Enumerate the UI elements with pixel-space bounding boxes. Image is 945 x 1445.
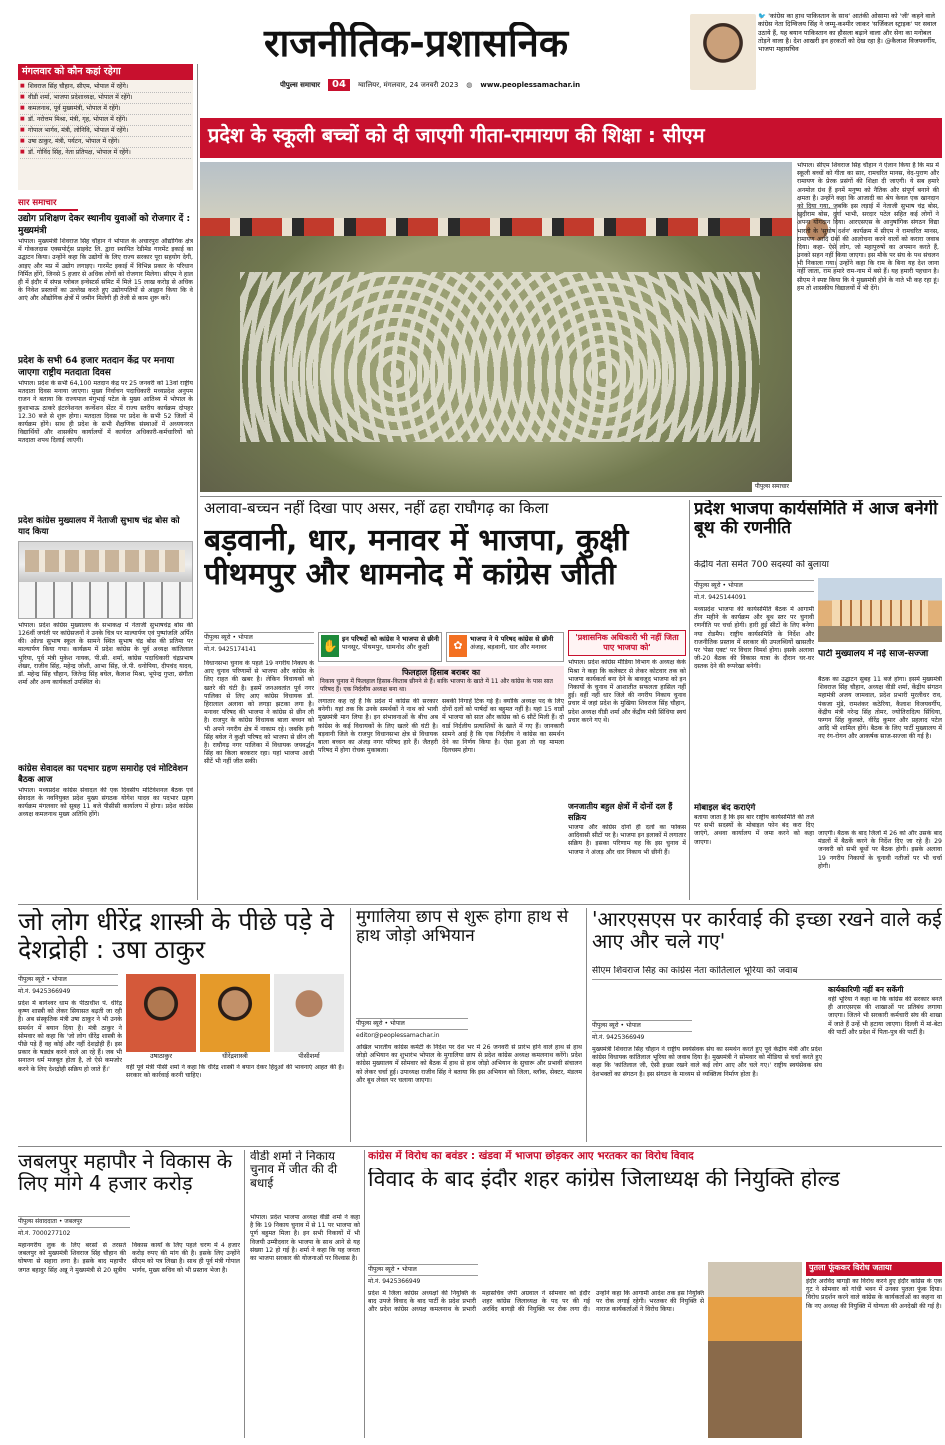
rss-byline bbox=[592, 1018, 692, 1044]
usha-text-2: वहीं पूर्व मंत्री पीसी शर्मा ने कहा कि धीरेंद्र शास्त्री ने बयान देकर हिंदुओं की भावनाएं आहत की हैं। सरकार को कार्रवाई करनी चाहिए। bbox=[126, 1064, 344, 1080]
email-link[interactable]: editor@peoplessamachar.in bbox=[356, 1031, 440, 1039]
election-byline bbox=[204, 630, 314, 654]
election-kicker: अलावा-बच्चन नहीं दिखा पाए असर, नहीं ढहा राघौगढ़ का किला bbox=[204, 500, 549, 517]
lead-text: भोपाल। सीएम शिवराज सिंह चौहान ने ऐलान किया है कि मप्र में स्कूली बच्चों को गीता का सार, रामचरित मानस, वेद-पुराण और रामायण के प्रेरक प्रसंगों की शिक्षा दी जाएगी। ये सब हमारे अनमोल ग्रंथ हैं इनमें मनुष्य को नैतिक और संपूर्ण बनाने की क्षमता है। उन्होंने कहा कि आजादी का श्रेय केवल एक खानदान को दिया गया, जबकि इस लड़ाई में नेताजी सुभाष चंद्र बोस, खुदीराम बोस, दुर्गा भाभी, सरदार पटेल सहित कई लोगों ने अपना योगदान दिया। आरएसएस के आनुषांगिक संगठन विद्या भारती के 'सुघोष दर्शन' कार्यक्रम में सीएम ने रामचरित मानस, रामायण आदि ग्रंथों की आलोचना करने वालों को करारा जवाब दिया। कहा- ऐसे लोग, जो महापुरुषों का अपमान करते हैं, उनको सहन नहीं किया जाएगा। इस मौके पर संघ के पथ संचलन भी निकाला गया। उन्होंने कहा कि राम के बिना यह देश जाना नहीं जाता, राम हमारे राम-नाम में बसे हैं। यह हमारी पहचान है। सीएम ने स्पष्ट किया कि ये मुख्यमंत्री होने के नाते भी कह रहा हूं। हम तो शासकीय विद्यालयों में भी देंगे। bbox=[797, 162, 939, 292]
bjp-headline: प्रदेश भाजपा कार्यसमिति में आज बनेगी बूथ की रणनीति bbox=[694, 500, 938, 539]
byline: पीपुल्स संवाददाता • जबलपुर bbox=[18, 1216, 130, 1228]
dateline-bar bbox=[280, 78, 670, 92]
byline: पीपुल्स ब्यूरो • भोपाल bbox=[694, 580, 814, 592]
caption-pc-sharma: पीसीशर्मा bbox=[298, 1052, 320, 1060]
mobile-number: मो.नं. 9425366949 bbox=[368, 1277, 421, 1285]
officer-subhead: जनजातीय बहुल क्षेत्रों में दोनों दल हैं सक्रिय bbox=[568, 802, 673, 822]
rss-headline: 'आरएसएस पर कार्रवाई की इच्छा रखने वाले कई आए और चले गए' bbox=[592, 908, 942, 954]
bjp-office-photo bbox=[818, 578, 942, 642]
brief-title-3: प्रदेश कांग्रेस मुख्यालय में नेताजी सुभाष चंद्र बोस को याद किया bbox=[18, 516, 180, 537]
usha-text: प्रदेश में बागेश्वर धाम के पीठाधीश पं. धीरेंद्र कृष्ण शास्त्री को लेकर सियासत बढ़ती जा रही है। अब संस्कृतिक मंत्री उषा ठाकुर ने भी उनके समर्थन में बयान दिया है। मंत्री ठाकुर ने सोमवार को कहा कि 'जो लोग धीरेंद्र शास्त्री के पीछे पड़े हैं वह कोई और नहीं देशद्रोही हैं। इस प्रकार के षड्यंत्र करने वाले आ रहे हैं। जब भी सनातन धर्म मजबूत होता है, तो ऐसे कमजोर करने के लिए देशद्रोही सक्रिय हो जाते हैं।' bbox=[18, 1000, 122, 1073]
list-item: ■ शिवराज सिंह चौहान, सीएम, भोपाल में रहेंगे। bbox=[20, 82, 191, 93]
effigy-photo bbox=[708, 1262, 802, 1438]
indore-byline bbox=[368, 1262, 478, 1288]
office-text: बैठक का उद्घाटन सुबह 11 बजे होगा। इसमें मुख्यमंत्री शिवराज सिंह चौहान, अध्यक्ष वीडी शर्मा, केंद्रीय संगठन महामंत्री अजय जामवाल, प्रदेश प्रभारी मुरलीधर राव, पंकजा मुंडे, रामशंकर कठेरिया, कैलाश विजयवर्गीय, केंद्रीय मंत्री नरेन्द्र सिंह तोमर, ज्योतिरादित्य सिंधिया, फग्गन सिंह कुलस्ते, वीरेंद्र कुमार और प्रहलाद पटेल आदि भी शामिल होंगे। बैठक के लिए पार्टी मुख्यालय में नए रंग-रोगन और आकर्षक साज-सज्जा की गई है। bbox=[818, 676, 942, 741]
bjp-lotus-icon: ✿ bbox=[449, 635, 467, 657]
effigy-box-text: इंदौर अरविंद बागड़ी का विरोध करने हुए इंदौर कांग्रेस के एक गुट ने सोमवार को गांधी भवन में उनका पुतला फूंक दिया। विरोध प्रदर्शन करने वाले कांग्रेस के कार्यकर्ताओं का कहना था कि नए अध्यक्ष की नियुक्ति में योग्यता की अनदेखी की गई है। bbox=[806, 1278, 942, 1310]
byline: पीपुल्स ब्यूरो • भोपाल bbox=[356, 1018, 468, 1030]
box-title: भाजपा ने ये परिषद कांग्रेस से छीनी bbox=[470, 635, 554, 643]
election-headline: बड़वानी, धार, मनावर में भाजपा, कुक्षी पीथमपुर और धामनोद में कांग्रेस जीती bbox=[204, 524, 629, 592]
caption-dhirendra: धीरेंद्रशास्त्री bbox=[222, 1052, 248, 1060]
election-col-3: सबकी निगाहें टिक गई हैं। क्योंकि अध्यक्ष पद के लिए दोनों दलों को पार्षदों का बहुमत नहीं है। यहां 15 वार्डों में भाजपा को सात और कांग्रेस को 6 सीटें मिली हैं। दो वार्ड निर्दलीय प्रत्याशियों के खाते में गए हैं। जानकारी सामने आई है कि एक निर्दलीय ने कांग्रेस का समर्थन देने का निर्णय किया है। ऐसा हुआ तो यह मामला दिलचस्प होगा। bbox=[442, 698, 564, 755]
paper-name: पीपुल्स समाचार bbox=[280, 80, 321, 89]
effigy-box bbox=[708, 1262, 942, 1438]
twitter-icon: 🐦 bbox=[758, 12, 769, 20]
rss-deck: सीएम शिवराज सिंह का कांग्रेस नेता कांतिलाल भूरिया को जवाब bbox=[592, 966, 942, 980]
usha-headline: जो लोग धीरेंद्र शास्त्री के पीछे पड़े वे देशद्रोही : उषा ठाकुर bbox=[18, 908, 334, 964]
dateline: ग्वालियर, मंगलवार, 24 जनवरी 2023 bbox=[357, 80, 459, 89]
subhead: फिलहाल हिसाब बराबर का bbox=[401, 668, 481, 677]
box-bjp-won bbox=[446, 632, 564, 662]
page-number: 04 bbox=[328, 79, 350, 92]
left-column bbox=[18, 64, 193, 900]
byline: पीपुल्स ब्यूरो • भोपाल bbox=[592, 1020, 692, 1032]
brief-text-4: भोपाल। मध्यप्रदेश कांग्रेस सेवादल की एक दिवसीय मोटिवेशनल बैठक एवं सेवादल के नवनियुक्त प्रदेश मुख्य संगठक योगेश यादव का पदभार ग्रहण कार्यक्रम मंगलवार को सुबह 11 बजे पीसीसी कार्यालय में होगा। प्रदेश कांग्रेस अध्यक्ष कमलनाथ मुख्य अतिथि होंगे। bbox=[18, 786, 193, 819]
usha-photo-2 bbox=[200, 974, 270, 1052]
usha-byline bbox=[18, 972, 118, 998]
indore-text: प्रदेश में जिला कांग्रेस अध्यक्षों की नियुक्ति के बाद उपजे विवाद के बाद पार्टी के प्रदेश प्रभारी और प्रदेश कांग्रेस अध्यक्ष कमलनाथ के प्रभारी महासचिव जेपी अग्रवाल ने सोमवार को इंदौर शहर कांग्रेस जिलाध्यक्ष के पद पर की गई अरविंद बागड़ी की नियुक्ति पर रोक लगा दी। उन्होंने कहा कि आगामी आदेश तक इस नियुक्ति पर रोक लगाई रहेगी। भरतकर की नियुक्ति से नाराज कार्यकर्ताओं ने विरोध किया। bbox=[368, 1290, 704, 1314]
caption-usha: उषाठाकुर bbox=[149, 1052, 173, 1060]
brief-title-4: कांग्रेस सेवादल का पदभार ग्रहण समारोह एवं मोटिवेशन बैठक आज bbox=[18, 763, 188, 785]
officer-title: 'प्रशासनिक अधिकारी भी नहीं जिता पाए भाजपा को' bbox=[568, 630, 686, 656]
brief-title-1: उद्योग प्रशिक्षण देकर स्थानीय युवाओं को रोजगार दें : मुख्यमंत्री bbox=[18, 214, 191, 236]
list-item: ■ वीडी शर्मा, भाजपा प्रदेशाध्यक्ष, भोपाल में रहेंगे। bbox=[20, 93, 191, 104]
usha-photo-1 bbox=[126, 974, 196, 1052]
bjp-sub-text: बताया जाता है कि इस बार राष्ट्रीय कार्यसमिति की तर्ज पर सभी सदस्यों के मोबाइल फोन बंद करा दिए जाएंगे, अथवा कार्यालय में जमा करने को कहा जाएगा। bbox=[694, 814, 814, 846]
portrait-kailash bbox=[690, 14, 756, 90]
brief-text-1: भोपाल। मुख्यमंत्री शिवराज सिंह चौहान ने भोपाल के अचारपुरा औद्योगिक क्षेत्र में गोकलदास एक्सपोर्ट्स प्राइवेट लि. द्वारा स्थापित रेडीमेड गारमेंट इकाई का उद्घाटन किया। उन्होंने कहा कि उद्योगों के लिए राज्य सरकार पूरा सहयोग देगी, आइए और मप्र में उद्योग लगाइए। गारमेंट इकाई में विभिन्न प्रकार के परिधान निर्मित होंगे, जिनसे 5 हजार से अधिक लोगों को रोजगार मिलेगा। सीएम ने हाल ही में इंदौर में संपन्न ग्लोबल इन्वेस्टर्स समिट में मिले 15 लाख करोड़ से अधिक के निवेश प्रस्तावों का उल्लेख करते हुए उद्योगपतियों से आह्वान किया कि वे आएं और औद्योगिक क्षेत्रों में जमीन मिलेगी ही तेजी से काम शुरू करें। bbox=[18, 238, 193, 303]
brief-text-3: भोपाल। प्रदेश कांग्रेस मुख्यालय के सभाकक्ष में नेताजी सुभाषचंद्र बोस की 126वीं जयंती पर कांग्रेसजनों ने उनके चित्र पर माल्यार्पण एवं पुष्पांजलि अर्पित की। ओल्ड सुभाष स्कूल के सामने स्थित सुभाष चंद्र बोस की प्रतिमा पर माल्यार्पण किया गया। कार्यक्रम में प्रदेश कांग्रेस के पूर्व अध्यक्ष कांतिलाल भूरिया, पूर्व मंत्री मुकेश नायक, पी.सी. शर्मा, कांग्रेस पदाधिकारी चंद्रप्रभाष शेखर, राजीव सिंह, महेन्द्र जोशी, आभा सिंह, जे.पी. धनोपिया, दीपचंद यादव, डॉ. महेन्द्र सिंह चौहान, जितेन्द्र सिंह बघेल, कैलाश मिश्रा, भूपेन्द्र गुप्ता, संगीता शर्मा और अन्य कार्यकर्ता उपस्थित थे। bbox=[18, 621, 193, 687]
usha-photo-3 bbox=[274, 974, 344, 1052]
byline: पीपुल्स ब्यूरो • भोपाल bbox=[18, 974, 118, 986]
box-title: इन परिषदों को कांग्रेस ने भाजपा से छीनी bbox=[342, 635, 439, 643]
quote-box bbox=[758, 12, 942, 92]
rss-side-text: वहीं भूरिया ने कहा था कि कांग्रेस की सरकार बनते ही आरएसएस की शाखाओं पर प्रतिबंध लगाया जाएगा। जितने भी सरकारी कर्मचारी संघ की शाखा में जाते हैं उन्हें भी हटाया जाएगा। दिल्ली में मां-बेटा की पार्टी और प्रदेश में पिता-पुत्र की पार्टी है। bbox=[828, 996, 942, 1036]
indore-kicker: कांग्रेस में विरोध का बवंडर : खंडवा में भाजपा छोड़कर आए भरतकर का विरोध विवाद bbox=[368, 1150, 694, 1162]
saar-header: सार समाचार bbox=[18, 198, 78, 211]
election-col-2: लगातार कह रहे हैं कि प्रदेश में कांग्रेस की सरकार बनेगी। यहां तक कि उनके समर्थकों ने नाथ को भावी मुख्यमंत्री मान लिया है। इन संभावनाओं के बीच अब कांग्रेस के कई विधायकों के लिए खतरे की घंटी है। बड़वानी जिले के राजपुर विधानसभा क्षेत्र से विधायक बाला बच्चन का अंजड़ नगर परिषद हारे हैं। जैतहरी परिषद में होगा रोचक मुकाबला। bbox=[318, 698, 438, 755]
mobile-number: मो.नं. 9425174141 bbox=[204, 645, 257, 653]
office-title: पार्टी मुख्यालय में नई साज-सज्जा bbox=[818, 649, 929, 659]
bjp-subhead: मोबाइल बंद कराएंगे bbox=[694, 803, 756, 813]
officer-text: भोपाल। प्रदेश कांग्रेस मीडिया विभाग के अध्यक्ष केके मिश्रा ने कहा कि कलेक्टर से लेकर कोटवार तक को भाजपा कार्यकर्ता बना देने के बावजूद भाजपा को इन निकायों के चुनाव में आशातीत सफलता हासिल नहीं हुई। वहीं नहीं धार जिले की नगरीय निकाय चुनाव प्रचार में जहां प्रदेश के मुखिया शिवराज सिंह चौहान, प्रदेश अध्यक्ष वीडी शर्मा और केंद्रीय मंत्री सिंधिया स्वयं प्रचार करने गए थे। bbox=[568, 659, 686, 724]
list-item: ■ डॉ. नरोत्तम मिश्रा, मंत्री, गृह, भोपाल में रहेंगे। bbox=[20, 115, 191, 126]
jabalpur-text: महानगरीय लुक के लिए बरसों से तरसते जबलपुर को मुख्यमंत्री शिवराज सिंह चौहान की घोषणा से सहारा लगा है। इसके बाद महापौर जगत बहादुर सिंह अन्नू ने मुख्यमंत्री से 20 सूत्रीय विकास कार्यों के लिए पहले चरण में 4 हजार करोड़ रुपए की मांग की है। इसके लिए उन्होंने सीएम को पत्र लिखा है। साथ ही पूर्व मंत्री गोपाल भार्गव, मुख्य सचिव को भी प्रस्ताव भेजा है। bbox=[18, 1242, 240, 1274]
rss-text: मुख्यमंत्री शिवराज सिंह चौहान ने राष्ट्रीय स्वयंसेवक संघ का समर्थन करते हुए पूर्व केंद्रीय मंत्री और प्रदेश कांग्रेस विधायक कांतिलाल भूरिया को जवाब दिया है। मुख्यमंत्री ने सोमवार को मीडिया से चर्चा करते हुए कहा कि 'कांतिलाल जी, ऐसी इच्छा रखने वाले कई लोग आए और चले गए।' राष्ट्रीय स्वयंसेवक संघ देशभक्तों का संगठन है। इस संगठन के माध्यम से व्यक्तित्व निर्माण होता है। bbox=[592, 1046, 822, 1078]
box-text: अंजड़, बड़वानी, धार और मनावर bbox=[470, 643, 547, 652]
website-link[interactable]: www.peoplessamachar.in bbox=[480, 80, 581, 89]
box-congress-won bbox=[318, 632, 442, 662]
list-item: ■ उषा ठाकुर, मंत्री, पर्यटन, भोपाल में रहेंगे। bbox=[20, 137, 191, 148]
photo-credit: पीपुल्स समाचार bbox=[752, 482, 792, 492]
list-item: ■ कमलनाथ, पूर्व मुख्यमंत्री, भोपाल में रहेंगे। bbox=[20, 104, 191, 115]
vd-text: भोपाल। प्रदेश भाजपा अध्यक्ष वीडी शर्मा ने कहा है कि 19 निकाय चुनाव में से 11 पर भाजपा को पूर्ण बहुमत मिला है। इन सभी निकायों में भी विजयी उम्मीदवार के भाजपा के साथ आने से यह संख्या 12 हो गई है। शर्मा ने कहा कि यह जनता का भाजपा सरकार की योजनाओं पर विश्वास है। bbox=[250, 1214, 360, 1262]
list-item: ■ गोपाल भार्गव, मंत्री, लोनिवि, भोपाल में रहेंगे। bbox=[20, 126, 191, 137]
officer-sub-text: भाजपा और कांग्रेस दोनों ही दलों का फोकस आदिवासी सीटों पर है। भाजपा इन इलाकों में लगातार सक्रिय है। इसका परिणाम यह कि इस चुनाव में भाजपा ने अंजड़ और धार निकाय भी छीनी हैं। bbox=[568, 823, 686, 856]
byline: पीपुल्स ब्यूरो • भोपाल bbox=[204, 632, 314, 644]
brief-text-2: भोपाल। प्रदेश के सभी 64,100 मतदान केंद्र पर 25 जनवरी को 13वां राष्ट्रीय मतदाता दिवस मनाया जाएगा। मुख्य निर्वाचन पदाधिकारी मध्यप्रदेश अनुपम राजन ने बताया कि राज्यपाल मंगुभाई पटेल के मुख्य आतिथ्य में भोपाल के कुशाभाऊ ठाकरे इंटरनेशनल कन्वेंशन सेंटर में राज्य स्तरीय कार्यक्रम दोपहर 12.30 बजे से शुरू होगा। मतदाता दिवस पर प्रदेश के सभी 52 जिलों में कार्यक्रम होंगे। साथ ही प्रदेश के सभी शैक्षणिक संस्थाओं में अध्ययनरत विद्यार्थियों और शासकीय कार्यालयों में कार्यरत अधिकारी-कर्मचारियों को मतदाता शपथ दिलाई जाएगी। bbox=[18, 380, 193, 445]
brief-title-2: प्रदेश के सभी 64 हजार मतदान केंद्र पर मनाया जाएगा राष्ट्रीय मतदाता दिवस bbox=[18, 356, 175, 378]
election-subhead-box bbox=[318, 666, 564, 694]
byline: पीपुल्स ब्यूरो • भोपाल bbox=[368, 1264, 478, 1276]
globe-icon: ◍ bbox=[466, 80, 473, 89]
mobile-number: मो.नं. 7000277102 bbox=[18, 1229, 71, 1237]
lead-headline: प्रदेश के स्कूली बच्चों को दी जाएगी गीता-रामायण की शिक्षा : सीएम bbox=[200, 118, 942, 158]
mugaliya-headline: मुगालिया छाप से शुरू होगा हाथ से हाथ जोड़ो अभियान bbox=[356, 908, 569, 947]
mobile-number: मो.नं. 9425366949 bbox=[592, 1033, 645, 1041]
mugaliya-text: अखिल भारतीय कांग्रेस कमेटी के निर्देश पर देश भर में 26 जनवरी से प्रारंभ होने वाले हाथ से हाथ जोड़ो अभियान का शुभारंभ भोपाल के मुगालिया छाप से प्रदेश कांग्रेस अध्यक्ष कमलनाथ करेंगे। प्रदेश कांग्रेस मुख्यालय में सोमवार को बैठक में हाथ से हाथ जोड़ो अभियान के सुचारू और प्रभावी संचालन को लेकर चर्चा हुई। उपाध्यक्ष राजीव सिंह ने बताया कि इस अभियान को जिला, ब्लॉक, सेक्टर, मंडलम और बूथ लेवल पर चलाया जाएगा। bbox=[356, 1044, 582, 1084]
office-text-2: जाएगी। बैठक के बाद जिलों में 26 को और उसके बाद मंडलों में बैठकें करने के निर्देश दिए जा रहे हैं। 29 जनवरी को सभी बूथों पर बैठक होगी। इसके अलावा 19 नगरीय निकायों के चुनावी नतीजों पर भी चर्चा होगी। bbox=[818, 830, 942, 870]
indore-headline: विवाद के बाद इंदौर शहर कांग्रेस जिलाध्यक्ष की नियुक्ति होल्ड bbox=[368, 1168, 840, 1192]
page-section-title: राजनीतिक-प्रशासनिक bbox=[263, 22, 569, 65]
bjp-byline bbox=[694, 578, 814, 604]
election-col-1: विधानसभा चुनाव के पहले 19 नगरीय निकाय के आए चुनाव परिणामों से भाजपा और कांग्रेस के लिए राहत की खबर है। लेकिन विधायकों को खतरे की घंटी है। इसमें जनअवतांत पूर्व नगर पालिका से लिए आए कांग्रेस विधायक डॉ. हिरालाल अलावा को लगड़ा झटका लगा है। मनावर परिषद की भाजपा ने कांग्रेस से छीन ली है। राजपुर के कांग्रेस विधायक बाला बच्चन को भी अपने नगरीय क्षेत्र में नाकाम रहे। जबकि हनी सिंह बघेल ने कुक्षी परिषद को भाजपा से छीन ली है। राघौगढ़ नगर पालिका में विधायक जयवर्द्धन सिंह का किला बरकरार रहा। यहां भाजपा आधी सीटें भी नहीं जीत सकी। bbox=[204, 660, 314, 766]
mobile-number: मो.नं. 9425144091 bbox=[694, 593, 747, 601]
schedule-list bbox=[18, 80, 193, 190]
box-text: पानसूर, पीथमपुर, धामनोद और कुक्षी bbox=[342, 643, 430, 652]
congress-hand-icon: ✋ bbox=[321, 635, 339, 657]
bjp-text: मध्यप्रदेश भाजपा की कार्यसमिति बैठक में आगामी तीन महीने के कार्यक्रम और बूथ स्तर पर चुनावी रणनीति पर चर्चा होगी। हारी हुई सीटों के लिए बनेगा नया रोडमैप। राष्ट्रीय कार्यसमिति के निर्देश और राजनीतिक प्रस्ताव में सरकार की उपलब्धियों खासतौर पर 'पेसा एक्ट' पर विचार विमर्श होगा। इसके अलावा जी-20 बैठक की विकास यात्रा के दौरान घर-घर दस्तक देने की रूपरेखा बनेगी। bbox=[694, 606, 814, 671]
mugaliya-byline bbox=[356, 1016, 468, 1040]
mobile-number: मो.नं. 9425366949 bbox=[18, 987, 71, 995]
officer-box bbox=[568, 630, 686, 900]
list-item: ■ डॉ. गोविंद सिंह, नेता प्रतिपक्ष, भोपाल में रहेंगे। bbox=[20, 148, 191, 159]
congress-event-photo bbox=[18, 541, 193, 619]
bjp-deck: केंद्रीय नेता समेत 700 सदस्यों को बुलाया bbox=[694, 560, 829, 570]
rss-side-title: कार्यकारिणी नहीं बन सकेंगी bbox=[828, 985, 904, 994]
schedule-header: मंगलवार को कौन कहां रहेगा bbox=[18, 64, 193, 80]
quote-text: 'कांग्रेस का हाथ पाकिस्तान के साथ' आतंकी ओसामा को 'जी' कहने वाले कांग्रेस नेता दिग्विजय सिंह ने जम्मू-कश्मीर जाकर 'सर्जिकल स्ट्राइक' पर सवाल उठाये हैं, यह बयान पाकिस्तान का हौसला बढ़ाने वाला और सेना का मनोबल तोड़ने वाला है। देश आखरी इन हरकतों को देख रहा है। @कैलाश विजयवर्गीय, भाजपा महासचिव bbox=[758, 12, 937, 54]
jabalpur-headline: जबलपुर महापौर ने विकास के लिए मांगे 4 हजार करोड़ bbox=[18, 1150, 233, 1196]
jabalpur-byline bbox=[18, 1214, 130, 1240]
subhead-text: निकाय चुनाव में फिलहाल हिसाब-किताब छीनने से हैं। बाकि भाजपा के खाते में 11 और कांग्रेस के पास सात परिषद हैं। एक निर्दलीय अध्यक्ष बना था। bbox=[320, 678, 553, 693]
lead-photo bbox=[200, 162, 792, 492]
vd-headline: वीडी शर्मा ने निकाय चुनाव में जीत की दी बधाई bbox=[250, 1150, 338, 1190]
effigy-box-title: पुतला फूंककर विरोध जताया bbox=[806, 1262, 942, 1276]
